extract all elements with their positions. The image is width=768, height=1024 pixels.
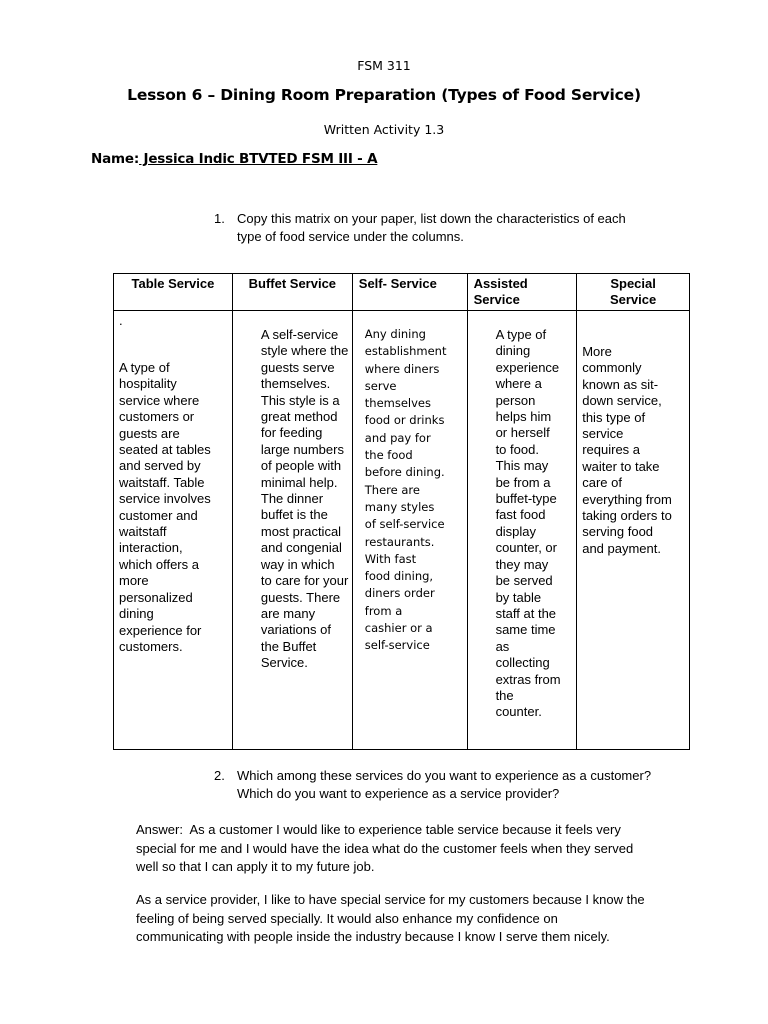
text-line: experience for	[119, 622, 202, 638]
text-line: buffet-type	[495, 491, 557, 507]
text-line: cashier or a	[364, 621, 433, 636]
text-line: Answer: As a customer I would like to experience table service because it feels very	[136, 822, 621, 837]
text-line: personalized	[119, 589, 193, 605]
text-line: special for me and I would have the idea what do the customer feels when they served	[136, 840, 634, 856]
text-line: With fast	[364, 551, 417, 566]
text-line: Service.	[260, 655, 308, 671]
text-line: and served by	[119, 458, 201, 474]
text-line: establishment	[364, 344, 447, 359]
text-line: There are	[364, 482, 420, 497]
question-2-line: Which do you want to experience as a service provider?	[237, 786, 560, 801]
text-line: from a	[364, 603, 403, 618]
text-line: service where	[119, 392, 200, 408]
header-special-service: Special Service	[577, 274, 690, 311]
text-line: commonly	[582, 360, 642, 376]
text-line: feeling of being served specially. It would also enhance my confidence on	[136, 910, 558, 926]
header-assisted-service: Assisted Service	[467, 274, 577, 311]
header-buffet-service: Buffet Service	[232, 274, 352, 311]
activity-label: Written Activity 1.3	[323, 122, 445, 137]
text-line: known as sit-	[582, 376, 659, 392]
text-line: display	[495, 523, 537, 539]
text-line: guests. There	[260, 589, 341, 605]
text-line: dining	[119, 606, 154, 622]
text-line: serving food	[582, 524, 654, 540]
text-line: This may	[495, 458, 549, 474]
lesson-title: Lesson 6 – Dining Room Preparation (Types of Food Service)	[127, 86, 641, 104]
text-line: and pay for	[364, 430, 431, 445]
text-line: guests serve	[260, 359, 335, 375]
header-self-service: Self- Service	[352, 274, 467, 311]
text-line: hospitality	[119, 376, 177, 392]
text-line: counter.	[495, 704, 542, 720]
name-label: Name:	[91, 151, 140, 167]
text-line: communicating with people inside the industry because I know I serve them nicely.	[136, 929, 610, 944]
text-line: of self-service	[364, 517, 445, 532]
text-line: style where the	[260, 343, 349, 359]
question-2-text	[237, 767, 651, 803]
student-name-line	[91, 151, 377, 167]
text-line: by table	[495, 589, 542, 605]
text-line: to care for your	[260, 573, 349, 589]
text-line: same time	[495, 622, 556, 638]
text-line: or herself	[495, 425, 550, 441]
text-line: variations of	[260, 622, 331, 638]
text-line: waitstaff	[119, 524, 167, 540]
text-line: A type of	[119, 360, 170, 375]
text-line: dining	[495, 343, 531, 359]
cell-buffet-text	[261, 327, 348, 672]
text-line: down service,	[582, 393, 662, 409]
text-line: restaurants.	[364, 534, 435, 549]
cell-table-service	[114, 311, 233, 750]
question-1-number: 1.	[214, 211, 225, 226]
text-line: which offers a	[119, 556, 199, 572]
course-code: FSM 311	[357, 58, 411, 73]
matrix-header-row	[114, 274, 690, 311]
text-line: buffet is the	[260, 507, 328, 523]
text-line: more	[119, 573, 149, 589]
text-line: counter, or	[495, 540, 557, 556]
text-line: they may	[495, 556, 549, 572]
cell-assisted-service	[467, 311, 577, 750]
text-line: fast food	[495, 507, 546, 523]
question-1-text	[237, 210, 626, 246]
text-line: food dining,	[364, 569, 434, 584]
text-line: self-service	[364, 638, 430, 653]
food-service-matrix	[113, 273, 690, 750]
text-line: food or drinks	[364, 413, 445, 428]
cell-dot: .	[119, 313, 123, 328]
text-line: staff at the	[495, 605, 557, 621]
text-line: helps him	[495, 409, 552, 425]
text-line: and payment.	[582, 540, 661, 556]
text-line: A type of	[495, 327, 547, 342]
answer-service-provider	[136, 891, 696, 947]
matrix-body-row	[114, 311, 690, 750]
text-line: and congenial	[260, 540, 342, 556]
question-1-line: Copy this matrix on your paper, list down the characteristics of each	[237, 211, 626, 226]
text-line: well so that I can apply it to my future job.	[136, 859, 375, 874]
text-line: many styles	[364, 499, 435, 514]
text-line: this type of	[582, 409, 646, 425]
text-line: service involves	[119, 491, 211, 507]
text-line: where diners	[364, 361, 440, 376]
text-line: guests are	[119, 425, 180, 441]
text-line: person	[495, 392, 536, 408]
text-line: customers.	[119, 638, 183, 654]
text-line: extras from	[495, 671, 561, 687]
text-line: care of	[582, 475, 622, 491]
question-2-number: 2.	[214, 768, 225, 783]
text-line: themselves.	[260, 376, 331, 392]
text-line: the food	[364, 448, 413, 463]
text-line: interaction,	[119, 540, 183, 556]
text-line: customer and	[119, 507, 198, 523]
text-line: Any dining	[364, 327, 426, 341]
cell-self-service	[352, 311, 467, 750]
text-line: As a service provider, I like to have special service for my customers because I know the	[136, 892, 645, 907]
text-line: are many	[260, 605, 316, 621]
text-line: to food.	[495, 441, 539, 457]
text-line: The dinner	[260, 491, 324, 507]
text-line: seated at tables	[119, 442, 211, 458]
question-1	[214, 210, 694, 250]
text-line: most practical	[260, 523, 342, 539]
answer-customer	[136, 821, 696, 877]
text-line: themselves	[364, 396, 431, 411]
text-line: everything from	[582, 491, 672, 507]
cell-assisted-text	[496, 327, 561, 721]
text-line: diners order	[364, 586, 435, 601]
text-line: More	[582, 344, 612, 359]
question-2	[214, 767, 694, 807]
name-value: Jessica Indic BTVTED FSM III - A	[139, 151, 378, 167]
text-line: great method	[260, 409, 338, 425]
text-line: be served	[495, 573, 553, 589]
text-line: of people with	[260, 458, 342, 474]
text-line: before dining.	[364, 465, 445, 480]
question-2-line: Which among these services do you want to experience as a customer?	[237, 768, 652, 783]
cell-buffet-service	[232, 311, 352, 750]
text-line: minimal help.	[260, 474, 338, 490]
text-line: collecting	[495, 655, 550, 671]
text-line: where a	[495, 376, 542, 392]
text-line: taking orders to	[582, 508, 672, 524]
text-line: way in which	[260, 556, 335, 572]
text-line: large numbers	[260, 441, 344, 457]
text-line: be from a	[495, 474, 551, 490]
text-line: waitstaff. Table	[119, 474, 205, 490]
text-line: waiter to take	[582, 458, 660, 474]
text-line: customers or	[119, 409, 195, 425]
text-line: service	[582, 426, 624, 442]
text-line: This style is a	[260, 392, 340, 408]
text-line: requires a	[582, 442, 641, 458]
text-line: serve	[364, 378, 397, 393]
text-line: as	[495, 638, 510, 654]
header-table-service: Table Service	[114, 274, 233, 311]
cell-special-text	[582, 344, 672, 557]
text-line: A self-service	[260, 327, 339, 342]
question-1-line: type of food service under the columns.	[237, 229, 464, 244]
cell-table-text	[119, 360, 211, 655]
cell-self-text	[365, 326, 447, 655]
text-line: for feeding	[260, 425, 323, 441]
text-line: the Buffet	[260, 638, 317, 654]
cell-special-service	[577, 311, 690, 750]
text-line: experience	[495, 359, 560, 375]
text-line: the	[495, 687, 514, 703]
